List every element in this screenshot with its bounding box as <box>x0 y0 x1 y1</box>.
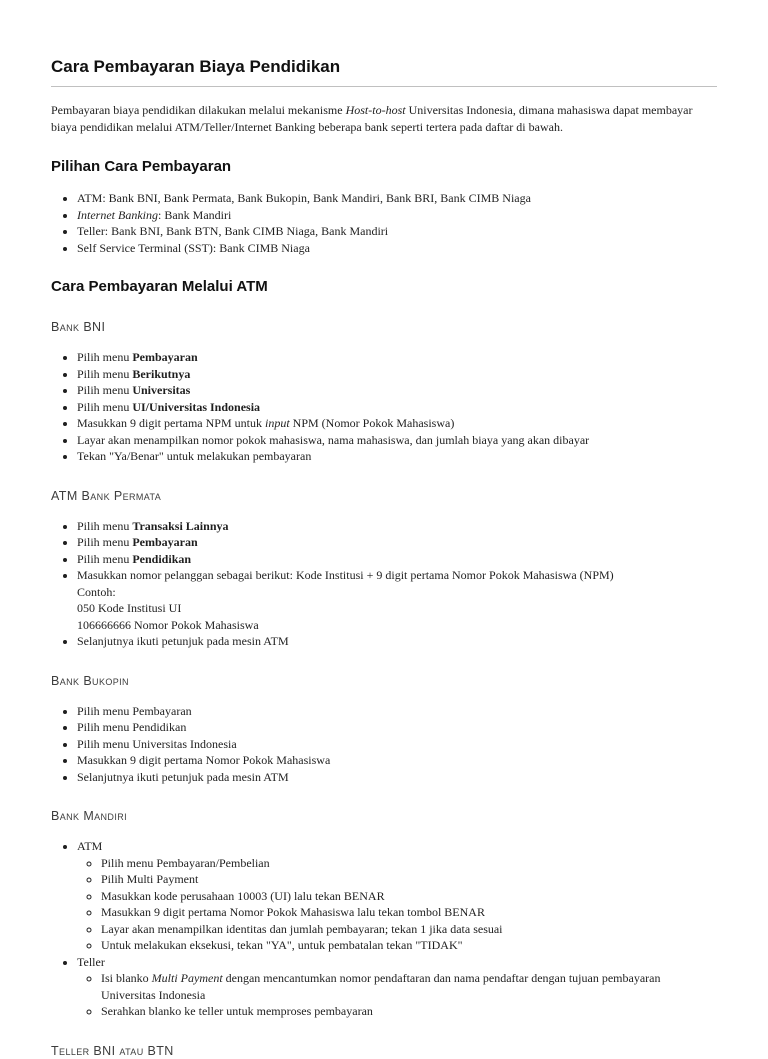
text-run: Isi blanko <box>101 971 152 985</box>
text-run: Pilih menu <box>77 366 133 381</box>
text-run: Masukkan nomor pelanggan sebagai berikut: Kode Institusi + 9 digit pertama Nomor Pokok Mahasiswa (NPM) <box>77 568 614 582</box>
text-run: input <box>264 416 290 430</box>
list-item-text <box>101 856 270 870</box>
text-run: Self Service Terminal (SST): Bank CIMB Niaga <box>77 240 310 255</box>
list-item <box>77 190 717 207</box>
text-run: Layar akan menampilkan identitas dan jumlah pembayaran; tekan 1 jika data sesuai <box>101 921 503 936</box>
list-item-text <box>101 938 463 952</box>
text-run: Pilih menu <box>77 350 133 364</box>
sub-list <box>77 970 717 1020</box>
list-item <box>77 838 717 954</box>
text-run: Layar akan menampilkan nomor pokok mahasiswa, nama mahasiswa, dan jumlah biaya yang akan dibayar <box>77 432 590 447</box>
subheading-teller-bni-atau-btn: Teller BNI atau BTN <box>51 1043 174 1058</box>
list-item-text <box>77 416 454 430</box>
list-item <box>77 240 717 257</box>
list-item-text <box>77 753 330 767</box>
text-run: UI/Universitas Indonesia <box>132 399 261 414</box>
list-item <box>77 518 717 535</box>
text-run: Pilih menu Pembayaran <box>77 703 192 718</box>
text-run: Masukkan kode perusahaan 10003 (UI) lalu tekan BENAR <box>101 888 385 903</box>
sub-list-item <box>101 888 717 905</box>
text-run: Universitas Indonesia, dimana mahasiswa dapat membayar biaya pendidikan melalui ATM/Teller/Internet Banking beberapa bank seperti tertera pada daftar di bawah. <box>51 103 693 134</box>
text-run: Pilih menu Pembayaran/Pembelian <box>101 855 270 870</box>
continuation-line: Contoh: <box>77 584 116 599</box>
text-run: Transaksi Lainnya <box>132 518 229 533</box>
list-item <box>77 703 717 720</box>
text-run: Pilih menu <box>77 535 133 549</box>
text-run: Host-to-host <box>345 103 406 117</box>
list-item-text <box>77 519 229 533</box>
list-item-text <box>77 449 311 463</box>
sub-list-item <box>101 921 717 938</box>
list-item <box>77 567 717 633</box>
text-run: Masukkan 9 digit pertama Nomor Pokok Mahasiswa <box>77 753 331 767</box>
sub-list-item <box>101 1003 717 1020</box>
sub-list-item <box>101 904 717 921</box>
list-item-text <box>77 535 198 549</box>
text-run: dengan mencantumkan nomor pendaftaran dan nama pendaftar dengan tujuan pembayaran Universitas Indonesia <box>101 971 661 1002</box>
list-item <box>77 752 717 769</box>
text-run: Pilih menu <box>77 399 133 414</box>
text-run: Teller: Bank BNI, Bank BTN, Bank CIMB Niaga, Bank Mandiri <box>77 224 389 238</box>
list-item <box>77 769 717 786</box>
list-item-text <box>77 367 190 381</box>
bank-permata-steps-list <box>51 518 717 650</box>
text-run: Teller <box>77 954 105 969</box>
sub-list-item <box>101 970 717 1003</box>
subheading-bank-bukopin: Bank Bukopin <box>51 673 129 688</box>
text-run: ATM: Bank BNI, Bank Permata, Bank Bukopin, Bank Mandiri, Bank BRI, Bank CIMB Niaga <box>77 191 531 205</box>
text-run: Pilih Multi Payment <box>101 872 199 886</box>
list-item-text <box>101 889 385 903</box>
list-item-text <box>77 737 237 751</box>
list-item <box>77 719 717 736</box>
text-run: Pilih menu <box>77 383 133 397</box>
payment-options-list <box>51 190 717 256</box>
list-item-text <box>77 224 388 238</box>
list-item <box>77 399 717 416</box>
sub-list-item <box>101 937 717 954</box>
subheading-bank-mandiri: Bank Mandiri <box>51 809 128 823</box>
sub-list-item <box>101 871 717 888</box>
intro-paragraph <box>51 102 717 136</box>
subheading-bank-bni: Bank BNI <box>51 320 106 334</box>
list-item-extra <box>77 584 717 634</box>
text-run: ATM <box>77 839 103 853</box>
text-run: Masukkan 9 digit pertama NPM untuk <box>77 416 265 430</box>
text-run: NPM (Nomor Pokok Mahasiswa) <box>289 416 455 430</box>
text-run: Universitas <box>132 383 191 397</box>
list-item <box>77 207 717 224</box>
text-run: Pilih menu Universitas Indonesia <box>77 736 237 751</box>
list-item-text <box>77 770 289 784</box>
text-run: Berikutnya <box>132 366 191 381</box>
list-item-text <box>77 191 531 205</box>
list-item-text <box>77 552 191 566</box>
list-item-text <box>77 720 186 734</box>
text-run: Pilih menu <box>77 551 133 566</box>
list-item-text <box>77 400 260 414</box>
text-run: Serahkan blanko ke teller untuk memproses pembayaran <box>101 1004 373 1018</box>
list-item-text <box>77 350 198 364</box>
bank-bukopin-steps-list <box>51 703 717 786</box>
list-item <box>77 633 717 650</box>
list-item <box>77 382 717 399</box>
list-item-text <box>77 634 289 648</box>
page-title: Cara Pembayaran Biaya Pendidikan <box>51 56 717 87</box>
list-item <box>77 366 717 383</box>
list-item-text <box>77 433 589 447</box>
text-run: Masukkan 9 digit pertama Nomor Pokok Mahasiswa lalu tekan tombol BENAR <box>101 905 485 919</box>
list-item-text <box>77 568 614 582</box>
list-item-text <box>101 971 660 1002</box>
list-item <box>77 349 717 366</box>
text-run: Untuk melakukan eksekusi, tekan "YA", untuk pembatalan tekan "TIDAK" <box>101 938 463 952</box>
list-item <box>77 954 717 1020</box>
text-run: Selanjutnya ikuti petunjuk pada mesin ATM <box>77 769 289 784</box>
list-item-text <box>77 241 310 255</box>
list-item <box>77 415 717 432</box>
list-item-text <box>77 208 231 222</box>
text-run: Internet Banking <box>77 207 158 222</box>
text-run: Pembayaran <box>132 350 198 364</box>
list-item-text <box>77 704 192 718</box>
text-run: Pilih menu <box>77 518 133 533</box>
list-item-text <box>101 922 503 936</box>
text-run: Pembayaran <box>132 535 198 549</box>
list-item <box>77 534 717 551</box>
list-item <box>77 736 717 753</box>
list-item <box>77 223 717 240</box>
subheading-atm-bank-permata: ATM Bank Permata <box>51 488 162 503</box>
list-item <box>77 432 717 449</box>
continuation-line: 050 Kode Institusi UI <box>77 601 182 615</box>
continuation-line: 106666666 Nomor Pokok Mahasiswa <box>77 617 259 632</box>
text-run: Multi Payment <box>151 971 223 985</box>
text-run: Tekan "Ya/Benar" untuk melakukan pembayaran <box>77 449 312 463</box>
text-run: Pilih menu Pendidikan <box>77 720 187 734</box>
text-run: Pembayaran biaya pendidikan dilakukan melalui mekanisme <box>51 103 346 117</box>
section-heading-cara-pembayaran-melalui-atm: Cara Pembayaran Melalui ATM <box>51 278 268 295</box>
section-heading-pilihan-cara-pembayaran: Pilihan Cara Pembayaran <box>51 158 232 175</box>
bank-mandiri-list <box>51 838 717 1020</box>
list-item-text <box>77 383 190 397</box>
text-run: Pendidikan <box>132 551 192 566</box>
text-run: : Bank Mandiri <box>157 207 232 222</box>
text-run: Selanjutnya ikuti petunjuk pada mesin ATM <box>77 634 289 648</box>
list-item-text <box>77 839 102 853</box>
list-item-text <box>77 955 105 969</box>
list-item <box>77 448 717 465</box>
list-item <box>77 551 717 568</box>
list-item-text <box>101 905 485 919</box>
sub-list <box>77 855 717 954</box>
bank-bni-steps-list <box>51 349 717 465</box>
list-item-text <box>101 872 198 886</box>
sub-list-item <box>101 855 717 872</box>
list-item-text <box>101 1004 373 1018</box>
